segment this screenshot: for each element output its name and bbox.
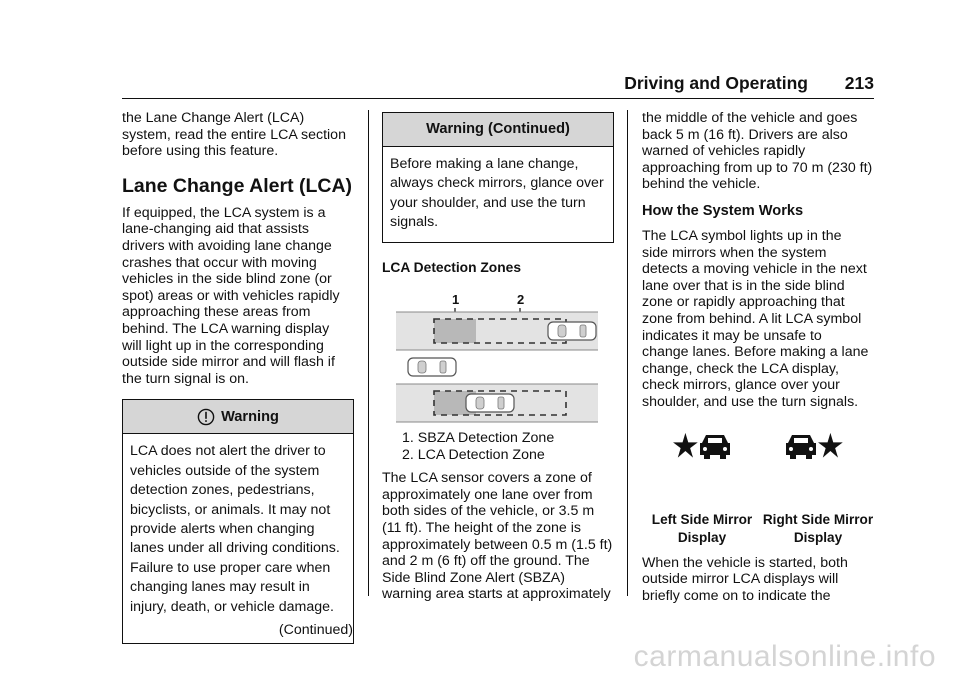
sensor-body: The LCA sensor covers a zone of approximately one lane over from both sides of the vehicle, or 3.5 m (11 ft). The height of the zone is approximately between 0.5 m (1.5 ft) and 2 m (6 ft) off the ground. The Side Blind Zone Alert (SBZA) warning area starts at approximately	[382, 470, 613, 603]
zone-item-1: 1. SBZA Detection Zone	[402, 430, 555, 447]
callout-1: 1	[452, 292, 460, 308]
figure-title: LCA Detection Zones	[382, 259, 521, 275]
sbza-zone-upper	[434, 319, 476, 343]
page-number: 213	[844, 73, 874, 93]
col3-body-1: the middle of the vehicle and goes back 5 m (16 ft). Drivers are also warned of vehicles rapidly approaching from up to 70 m (230 ft) behind the vehicle.	[642, 110, 873, 193]
intro-text: the Lane Change Alert (LCA) system, read the entire LCA section before using this feature.	[122, 110, 346, 160]
header-rule	[122, 98, 874, 99]
right-mirror-label: Right Side Mirror Display	[762, 511, 874, 545]
right-mirror-lca-icon	[784, 429, 846, 463]
lane-lower	[396, 384, 598, 422]
column-3	[642, 110, 874, 604]
host-car	[408, 358, 456, 376]
lca-body: If equipped, the LCA system is a lane-changing aid that assists drivers with avoiding lane change crashes that occur with moving vehicles in the side blind zone (or spot) areas or with vehicles rapidly approaching these areas from behind. The LCA warning display will light up in the corresponding outside side mirror and will flash if the turn signal is on.	[122, 204, 340, 387]
car-upper	[548, 322, 596, 340]
how-it-works-heading: How the System Works	[642, 202, 804, 219]
col3-body-2: The LCA symbol lights up in the side mirrors when the system detects a moving vehicle in the next lane over that is in the side blind zone or rapidly approaching that zone from behind. A lit LCA symbol indicates it may be unsafe to change lanes. Before making a lane change, check the LCA display, check mirrors, glance over your shoulder, and use the turn signals.	[642, 227, 869, 410]
left-mirror-lca-icon	[672, 429, 734, 463]
mirror-displays	[642, 429, 874, 549]
lca-detection-zones-figure	[382, 286, 614, 426]
warning-continued: (Continued)	[278, 621, 353, 638]
column-1	[122, 110, 354, 644]
zone-item-2: 2. LCA Detection Zone	[402, 447, 545, 464]
warning-continued-box	[382, 112, 614, 243]
car-lower	[466, 394, 514, 412]
column-divider-2	[627, 110, 628, 596]
lane-upper	[396, 312, 598, 350]
warning-continued-text: Before making a lane change, always check mirrors, glance over your shoulder, and use the turn signals.	[390, 156, 604, 231]
col3-body-3: When the vehicle is started, both outside mirror LCA displays will briefly come on to indicate the	[642, 554, 848, 604]
page-header	[122, 73, 874, 97]
watermark: carmanualsonline.info	[633, 640, 936, 673]
column-2	[382, 110, 614, 603]
zone-legend	[402, 430, 614, 464]
warning-icon	[197, 408, 215, 426]
column-divider-1	[368, 110, 369, 596]
warning-continued-header: Warning (Continued)	[383, 113, 613, 147]
warning-box	[122, 399, 354, 644]
warning-header	[123, 400, 353, 434]
warning-title: Warning	[221, 408, 279, 425]
left-mirror-label: Left Side Mirror Display	[651, 511, 753, 545]
lca-heading: Lane Change Alert (LCA)	[122, 174, 353, 197]
section-title: Driving and Operating	[624, 73, 808, 93]
warning-text: LCA does not alert the driver to vehicles outside of the system detection zones, pedestrians, bicyclists, or animals. It may not provide alerts when changing lanes under all driving conditions. Failure to use proper care when changing lanes may result in injury, death, or vehicle damage.	[130, 443, 340, 615]
callout-2: 2	[517, 292, 525, 308]
